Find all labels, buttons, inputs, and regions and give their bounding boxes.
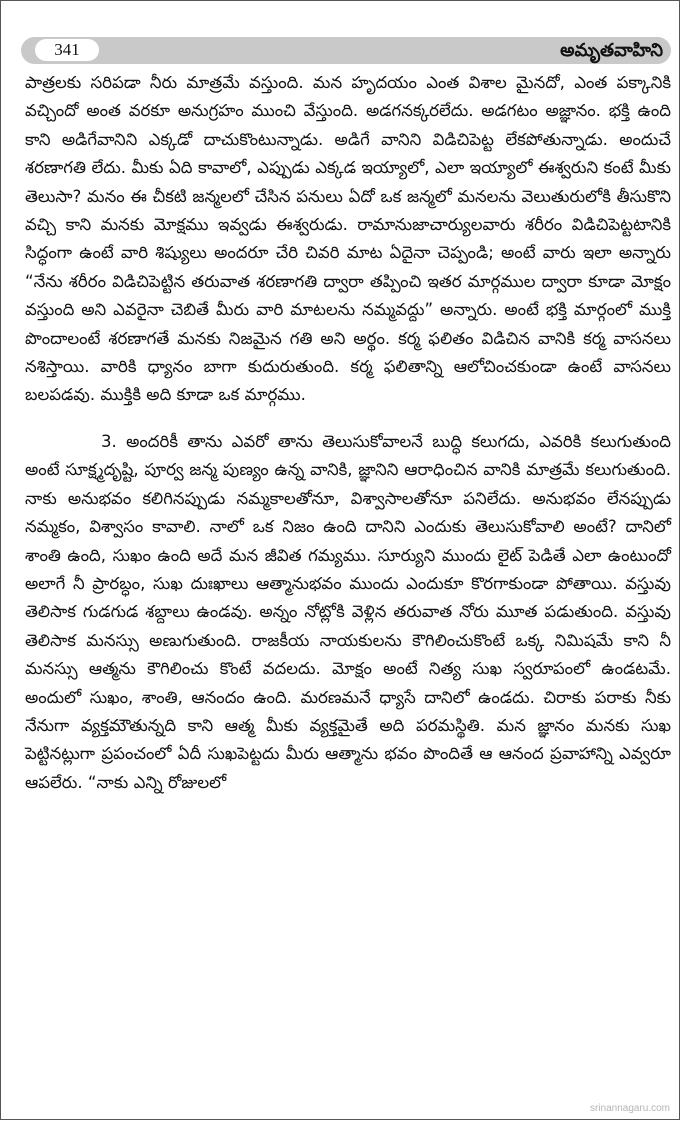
watermark: srinannagaru.com xyxy=(589,1103,670,1114)
paragraph-1: పాత్రలకు సరిపడా నీరు మాత్రమే వస్తుంది. మన హృదయం ఎంత విశాల మైనదో, ఎంత పక్కానికి వచ్చిందో అంత వరకూ అనుగ్రహం ముంచి వేస్తుంది. అడగనక్కరలేదు. అడగటం అజ్ఞానం. భక్తి ఉంది కాని అడిగేవానిని ఎక్కడో దాచుకొంటున్నాడు. అడిగే వానిని విడిచిపెట్ట లేకపోతున్నాడు. అందుచే శరణాగతి లేదు. మీకు ఏది కావాలో, ఎప్పుడు ఎక్కడ ఇయ్యాలో, ఎలా ఇయ్యాలో ఈశ్వరుని కంటే మీకు తెలుసా? మనం ఈ చీకటి జన్మలలో చేసిన పనులు ఏదో ఒక జన్మలో మనలను వెలుతురులోకి తీసుకొని వచ్చి కాని మనకు మోక్షము ఇవ్వడు ఈశ్వరుడు. రామానుజాచార్యులవారు శరీరం విడిచిపెట్టటానికి సిద్ధంగా ఉంటే వారి శిష్యులు అందరూ చేరి చివరి మాట ఏదైనా చెప్పండి; అంటే వారు ఇలా అన్నారు “నేను శరీరం విడిచిపెట్టిన తరువాత శరణాగతి ద్వారా తప్పించి ఇతర మార్గముల ద్వారా కూడా మోక్షం వస్తుంది అని ఎవరైనా చెబితే మీరు వారి మాటలను నమ్మవద్దు” అన్నారు. అంటే భక్తి మార్గంలో ముక్తి పొందాలంటే శరణాగతే మనకు నిజమైన గతి అని అర్థం. కర్మ ఫలితం విడిచిన వానికి కర్మ వాసనలు నశిస్తాయి. వారికి ధ్యానం బాగా కుదురుతుంది. కర్మ ఫలితాన్ని ఆలోచించకుండా ఉంటే వాసనలు బలపడవు. ముక్తికి అది కూడా ఒక మార్గము. xyxy=(25,73,671,405)
book-title: అమృతవాహిని xyxy=(560,40,663,61)
page-number: 341 xyxy=(35,39,99,61)
page-header-bar xyxy=(21,37,671,64)
paragraph-2: 3. అందరికీ తాను ఎవరో తాను తెలుసుకోవాలనే బుద్ధి కలుగదు, ఎవరికి కలుగుతుంది అంటే సూక్ష్మదృష్టి, పూర్వ జన్మ పుణ్యం ఉన్న వానికి, జ్ఞానిని ఆరాధించిన వానికి మాత్రమే కలుగుతుంది. నాకు అనుభవం కలిగినప్పుడు నమ్మకాలతోనూ, విశ్వాసాలతోనూ పనిలేదు. అనుభవం లేనప్పుడు నమ్మకం, విశ్వాసం కావాలి. నాలో ఒక నిజం ఉంది దానిని ఎందుకు తెలుసుకోవాలి అంటే? దానిలో శాంతి ఉంది, సుఖం ఉంది అదే మన జీవిత గమ్యము. సూర్యుని ముందు లైట్ పెడితే ఎలా ఉంటుందో అలాగే నీ ప్రారబ్ధం, సుఖ దుఃఖాలు ఆత్మానుభవం ముందు ఎందుకూ కొరగాకుండా పోతాయి. వస్తువు తెలిసాక గుడగుడ శబ్దాలు ఉండవు. అన్నం నోట్లోకి వెళ్లిన తరువాత నోరు మూత పడుతుంది. వస్తువు తెలిసాక మనస్సు అణుగుతుంది. రాజకీయ నాయకులను కౌగిలించుకొంటే ఒక్క నిమిషమే కాని నీ మనస్సు ఆత్మను కౌగిలించు కొంటే వదలదు. మోక్షం అంటే నిత్య సుఖ స్వరూపంలో ఉండటమే. అందులో సుఖం, శాంతి, ఆనందం ఉంది. మరణమనే ధ్యాసే దానిలో ఉండదు. చిరాకు పరాకు నీకు నేనుగా వ్యక్తమౌతున్నది కాని ఆత్మ మీకు వ్యక్తమైతే అది పరమస్థితి. మన జ్ఞానం మనకు సుఖ పెట్టినట్లుగా ప్రపంచంలో ఏదీ సుఖపెట్టదు మీరు ఆత్మాను భవం పొందితే ఆ ఆనంద ప్రవాహాన్ని ఎవ్వరూ ఆపలేరు. “నాకు ఎన్ని రోజులలో xyxy=(25,431,671,792)
body-text xyxy=(25,69,671,797)
